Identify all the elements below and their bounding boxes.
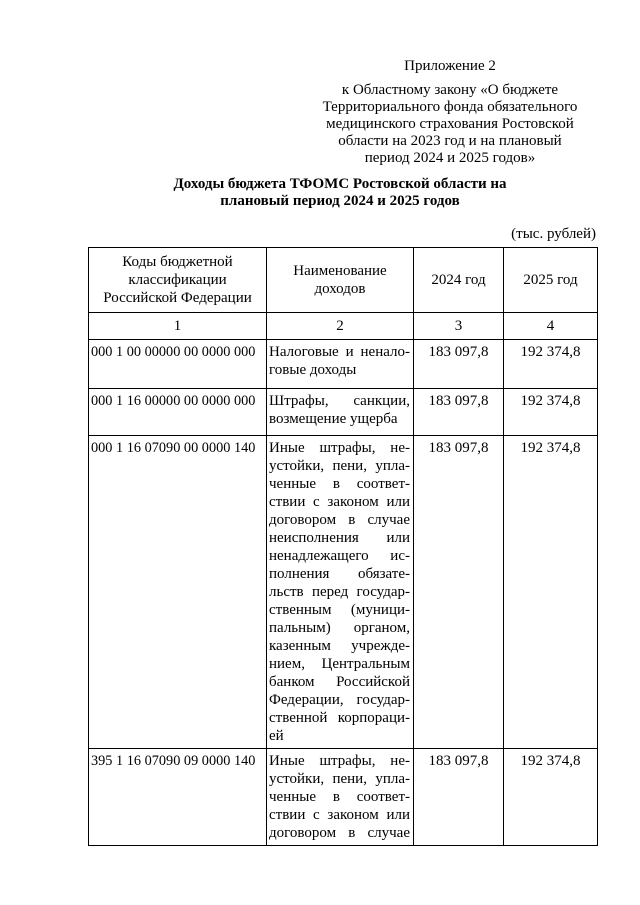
- revenue-name-line: ствии с законом или: [269, 807, 410, 823]
- appendix-title: Приложение 2: [404, 58, 496, 74]
- document-title-line: Доходы бюджета ТФОМС Ростовской области на: [173, 176, 507, 192]
- table-row: [89, 340, 598, 389]
- revenue-name-line: ствии с законом или: [269, 494, 410, 510]
- header-2024: 2024 год: [414, 248, 504, 313]
- revenue-name-line: ненадлежащего ис-: [269, 548, 410, 564]
- value-2024: 183 097,8: [414, 749, 504, 846]
- value-2024: 183 097,8: [414, 389, 504, 436]
- revenue-name-line: ченные в соответ-: [269, 789, 410, 805]
- revenue-name: [267, 436, 414, 749]
- revenue-name-line: нием, Центральным: [269, 656, 410, 672]
- revenue-name-line: устойки, пени, упла-: [269, 771, 410, 787]
- column-number: 2: [267, 313, 414, 340]
- column-number: 4: [504, 313, 598, 340]
- appendix-line: к Областному закону «О бюджете: [341, 82, 559, 98]
- revenue-name-line: Штрафы, санкции,: [269, 393, 410, 409]
- revenue-name-line: ченные в соответ-: [269, 476, 410, 492]
- header-code-line: Коды бюджетной: [122, 254, 233, 270]
- revenue-name-line: ственной корпораци-: [269, 710, 410, 726]
- revenue-name-line: неисполнения или: [269, 530, 410, 546]
- header-code: [89, 248, 267, 313]
- header-code-line: Российской Федерации: [103, 290, 252, 306]
- header-name-line: доходов: [314, 281, 366, 297]
- revenue-name-line: казенным учрежде-: [269, 638, 410, 654]
- appendix-note: [300, 58, 600, 167]
- document-title: [120, 176, 560, 210]
- revenue-name-line: льств перед государ-: [269, 584, 410, 600]
- value-2025: 192 374,8: [504, 340, 598, 389]
- revenue-name-line: Налоговые и ненало-: [269, 344, 410, 360]
- revenue-name-line: Иные штрафы, не-: [269, 440, 410, 456]
- column-number: 1: [89, 313, 267, 340]
- revenue-name-line: банком Российской: [269, 674, 410, 690]
- document-title-line: плановый период 2024 и 2025 годов: [220, 193, 460, 209]
- units-label: (тыс. рублей): [511, 226, 596, 242]
- header-name-line: Наименование: [293, 263, 387, 279]
- table-header-row: [89, 248, 598, 313]
- revenue-name: [267, 749, 414, 846]
- value-2025: 192 374,8: [504, 436, 598, 749]
- revenue-name-line: говые доходы: [269, 362, 357, 378]
- revenue-name-line: договором в случае: [269, 512, 410, 528]
- revenue-name-line: возмещение ущерба: [269, 411, 398, 427]
- budget-code: 000 1 16 00000 00 0000 000: [89, 389, 267, 436]
- revenue-name-line: договором в случае: [269, 825, 410, 841]
- revenue-name-line: устойки, пени, упла-: [269, 458, 410, 474]
- revenue-name-line: ственным (муници-: [269, 602, 410, 618]
- revenue-name: [267, 340, 414, 389]
- budget-code: 000 1 16 07090 00 0000 140: [89, 436, 267, 749]
- revenue-table: [88, 247, 598, 846]
- appendix-line: медицинского страхования Ростовской: [326, 116, 574, 132]
- table-row: [89, 389, 598, 436]
- table-row: [89, 749, 598, 846]
- budget-code: 395 1 16 07090 09 0000 140: [89, 749, 267, 846]
- value-2025: 192 374,8: [504, 749, 598, 846]
- revenue-name: [267, 389, 414, 436]
- value-2025: 192 374,8: [504, 389, 598, 436]
- appendix-line: период 2024 и 2025 годов»: [364, 150, 536, 166]
- column-number-row: [89, 313, 598, 340]
- revenue-name-line: ей: [269, 728, 284, 744]
- table-row: [89, 436, 598, 749]
- revenue-name-line: Иные штрафы, не-: [269, 753, 410, 769]
- appendix-line: области на 2023 год и на плановый: [338, 133, 562, 149]
- header-name: [267, 248, 414, 313]
- value-2024: 183 097,8: [414, 436, 504, 749]
- header-2025: 2025 год: [504, 248, 598, 313]
- revenue-name-line: полнения обязате-: [269, 566, 410, 582]
- value-2024: 183 097,8: [414, 340, 504, 389]
- budget-code: 000 1 00 00000 00 0000 000: [89, 340, 267, 389]
- header-code-line: классификации: [128, 272, 227, 288]
- revenue-name-line: пальным) органом,: [269, 620, 410, 636]
- appendix-line: Территориального фонда обязательного: [322, 99, 578, 115]
- column-number: 3: [414, 313, 504, 340]
- revenue-name-line: Федерации, государ-: [269, 692, 410, 708]
